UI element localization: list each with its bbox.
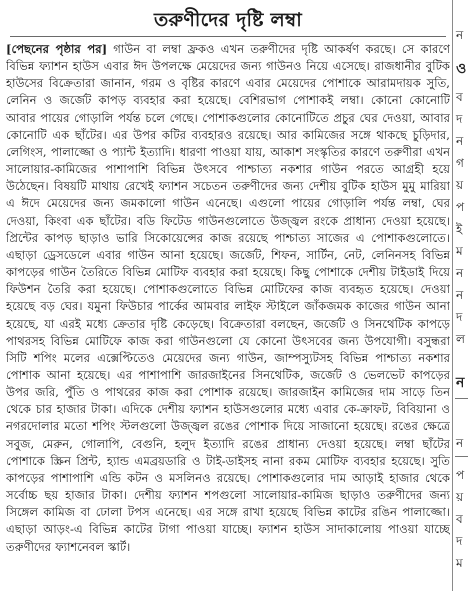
article-kicker: [পেছনের পৃষ্ঠার পর] bbox=[6, 42, 108, 56]
article-body bbox=[6, 41, 450, 556]
column-fragment: ন bbox=[456, 266, 464, 280]
article-body-text: গাউন বা লম্বা ফ্রকও এখন তরুণীদের দৃষ্টি আকর্ষণ করছে। সে কারণে বিভিন্ন ফ্যাশন হাউস এবার ঈদ উপলক্ষে মেয়েদের জন্য গাউনও নিয়ে এসেছে। রাজধানীর বুটিক হাউসের বিক্রেতারা জানান, গরম ও বৃষ্টির কারণে এবার মেয়েদের পোশাকে আরামদায়ক সুতি, লেনিন ও জর্জেট কাপড় ব্যবহার করা হয়েছে। বেশিরভাগ পোশাকই লম্বা। কোনো কোনোটি আবার পায়ের গোড়ালি পর্যন্ত চলে গেছে। পোশাকগুলোর কোনোটিতে প্রচুর ঘের দেওয়া, আবার কোনোটি এক ছাঁটের। এর উপর কটির ব্যবহারও রয়েছে। আর কামিজের সঙ্গে থাকছে চুড়িদার, লেগিংস, পালাজ্জো ও প্যান্ট ইত্যাদি। ধারণা পাওয়া যায়, আকাশ সংস্কৃতির কারণে তরুণীরা এখন সালোয়ার-কামিজের পাশাপাশি বিভিন্ন উৎসবে পাশ্চাত্য নকশার গাউন পরতে আগ্রহী হয়ে উঠেছেন। বিষয়টি মাথায় রেখেই ফ্যাশন সচেতন তরুণীদের জন্য দেশীয় বুটিক হাউস মুমু মারিয়া এ ঈদে মেয়েদের জন্য জমকালো গাউন এনেছে। এগুলো পায়ের গোড়ালি পর্যন্ত লম্বা, ঘের দেওয়া, কিংবা এক ছাঁটের। বডি ফিটেড গাউনগুলোতে উজ্জ্বল রংকে প্রাধান্য দেওয়া হয়েছে। প্রিন্টের কাপড় ছাড়াও ভারি সিকোয়েন্সের কাজ রয়েছে পাশ্চাত্য সাজের এ পোশাকগুলোতে। এছাড়া ড্রেসডেলে এবার গাউন আনা হয়েছে। জর্জেট, শিফন, সার্টিন, নেট, লেনিনসহ বিভিন্ন কাপড়ের গাউন তৈরিতে বিভিন্ন মোটিফ ব্যবহার করা হয়েছে। কিছু পোশাকে দেশীয় টাইডাই দিয়ে ফিউশন তৈরি করা হয়েছে। পোশাকগুলোতে বিভিন্ন মোটিফের কাজ ব্যবহৃত হয়েছে। দেওয়া হয়েছে বড় ঘের। যমুনা ফিউচার পার্কের আমবার লাইফ স্টাইলে জাঁকজমক কাজের গাউন আনা হয়েছে, যা এরই মধ্যে ক্রেতার দৃষ্টি কেড়েছে। বিক্রেতারা বলছেন, জর্জেট ও সিনথেটিক কাপড়ে পাথরসহ বিভিন্ন মোটিফে কাজ করা গাউনগুলো যে কোনো উৎসবের জন্য উপযোগী। বসুন্ধরা সিটি শপিং মলের এক্সেপ্টিতেও মেয়েদের জন্য গাউন, জাম্পস্যুটসহ বিভিন্ন পাশ্চাত্য নকশার পোশাক আনা হয়েছে। এর পাশাপাশি জারজাইনের সিনথেটিক, জর্জেট ও ভেলভেট কাপড়ের উপর জরি, পুঁতি ও পাথরের কাজ করা পোশাক রয়েছে। জারজাইন কামিজের দাম সাড়ে তিন থেকে চার হাজার টাকা। এদিকে দেশীয় ফ্যাশন হাউসগুলোর মধ্যে এবার কে-ক্রাফট, বিবিয়ানা ও নগরদোলার মতো শপিং স্টলগুলো উজ্জ্বল রঙের পোশাক দিয়ে সাজানো হয়েছে। রঙের ক্ষেত্রে সবুজ, মেরুন, গোলাপি, বেগুনি, হলুদ ইত্যাদি রঙের প্রাধান্য দেওয়া হয়েছে। লম্বা ছাঁটের পোশাকে স্ক্রিন প্রিন্ট, হ্যান্ড এমব্রয়ডারি ও টাই-ডাইসহ নানা রকম মোটিফ ব্যবহার হয়েছে। সুতি কাপড়ের পাশাপাশি এন্ডি কটন ও মসলিনও রয়েছে। পোশাকগুলোর দাম আড়াই হাজার থেকে সর্বোচ্চ ছয় হাজার টাকা। দেশীয় ফ্যাশন শপগুলো সালোয়ার-কামিজ ছাড়াও তরুণীদের জন্য সিঙ্গেল কামিজ বা ঢোলা টপস এনেছে। এর সঙ্গে রাখা হয়েছে বিভিন্ন কাটের রঙিন পালাজ্জো। এছাড়া আড়ং-এ বিভিন্ন কাটের টাগা পাওয়া যাচ্ছে। ফ্যাশন হাউস সাদাকালোয় পাওয়া যাচ্ছে তরুণীদের ফ্যাশনেবল স্কার্ট। bbox=[6, 42, 450, 554]
column-fragment: ন bbox=[456, 28, 464, 42]
column-fragment: ব bbox=[456, 512, 463, 526]
column-fragment: ব bbox=[456, 90, 463, 104]
column-fragment: ন bbox=[456, 375, 465, 391]
column-fragment: ল bbox=[456, 332, 465, 346]
column-fragment: দ bbox=[456, 310, 463, 324]
article-headline: তরুণীদের দৃষ্টি লম্বা bbox=[10, 6, 446, 37]
article bbox=[6, 6, 450, 586]
column-fragment: য় bbox=[456, 178, 464, 192]
column-fragment: দ bbox=[456, 112, 463, 126]
column-fragment: ম bbox=[456, 244, 463, 258]
column-fragment: প bbox=[456, 200, 465, 214]
column-fragment: গ bbox=[456, 156, 464, 170]
column-fragment: ও bbox=[456, 61, 467, 77]
column-fragment: ন bbox=[456, 436, 464, 450]
adjacent-column-strip bbox=[452, 0, 468, 591]
column-fragment: য় bbox=[456, 490, 464, 504]
column-fragment: ই bbox=[456, 222, 463, 236]
column-fragment: প bbox=[456, 468, 465, 482]
column-divider bbox=[455, 456, 468, 457]
column-fragment: ম bbox=[456, 556, 463, 570]
column-divider bbox=[455, 398, 468, 399]
column-fragment: দ bbox=[456, 534, 463, 548]
column-fragment: ন bbox=[456, 134, 464, 148]
column-fragment: ন bbox=[456, 288, 464, 302]
